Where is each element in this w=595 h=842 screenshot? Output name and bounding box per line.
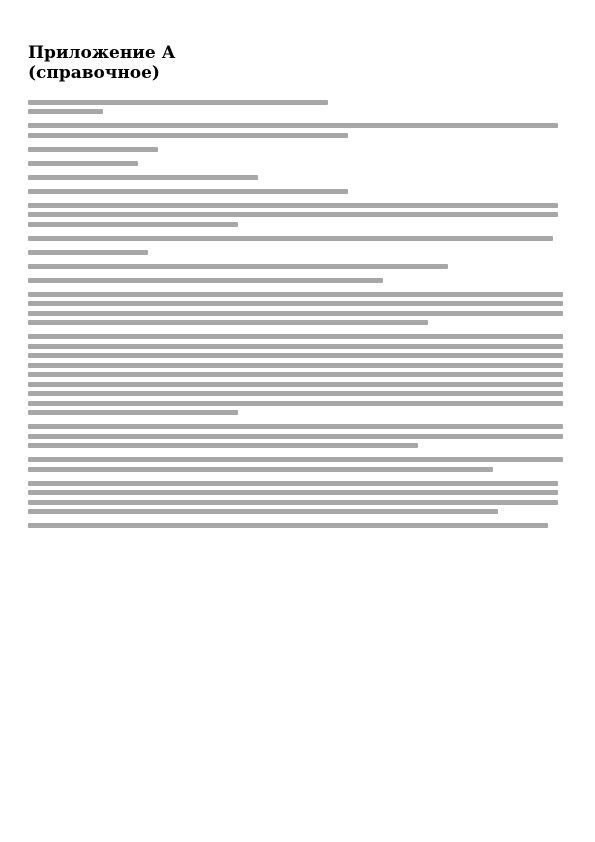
list-item	[28, 161, 567, 166]
table-cell	[302, 28, 567, 31]
paragraph	[28, 424, 567, 448]
list-item	[28, 264, 567, 269]
table-cell	[162, 28, 302, 31]
paragraph	[28, 457, 567, 472]
top-table	[28, 22, 567, 31]
paragraph	[28, 523, 567, 528]
appendix-title-line2: (справочное)	[28, 63, 160, 84]
appendix-subtitle	[28, 100, 567, 115]
paragraph	[28, 292, 567, 326]
list-item	[28, 250, 567, 255]
paragraph	[28, 481, 567, 515]
table-row	[28, 28, 567, 31]
list-item	[28, 278, 567, 283]
appendix-title	[28, 43, 567, 84]
paragraph	[28, 123, 567, 138]
list-item	[28, 175, 567, 180]
paragraph	[28, 334, 567, 415]
paragraph	[28, 236, 567, 241]
table-cell	[120, 28, 162, 31]
list-item	[28, 189, 567, 194]
appendix-title-line1: Приложение А	[28, 43, 176, 63]
paragraph	[28, 203, 567, 227]
paragraph	[28, 147, 567, 152]
table-cell	[28, 28, 120, 31]
